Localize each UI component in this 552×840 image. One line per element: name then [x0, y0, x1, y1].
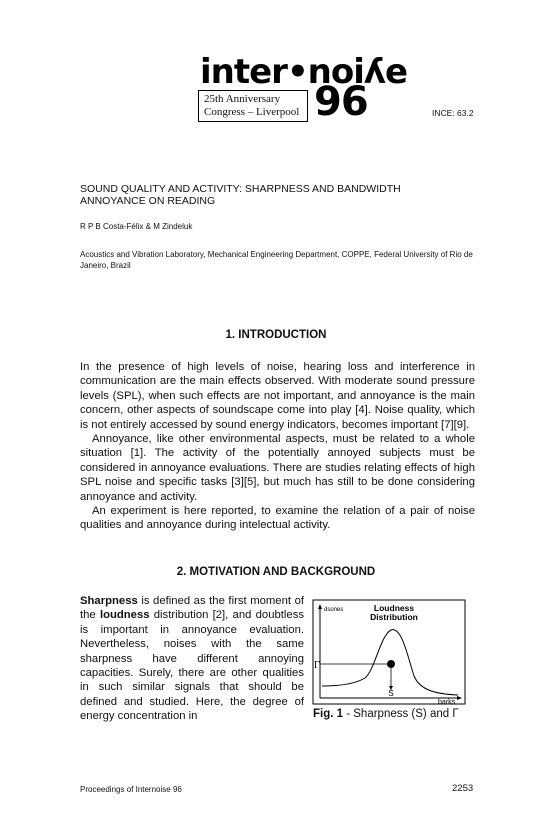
- figure-title-line-2: Distribution: [370, 612, 418, 622]
- figure-caption: Fig. 1 - Sharpness (S) and Γ: [313, 708, 459, 720]
- intro-paragraph-1: In the presence of high levels of noise, hearing loss and interference in communication are the main effects observed. With moderate sound pressure levels (SPL), when such effects are not important, and annoyance is the main concern, other aspects of soundscape come into play [4]. Noise quality, which is not entirely accessed by sound energy indicators, becomes important [7][9].: [80, 361, 475, 431]
- sharpness-point: [387, 660, 395, 668]
- motivation-paragraph-1: Sharpness is defined as the first moment of the loudness distribution [2], and doubtless is important in annoyance evaluation. Nevertheless, noises with the same sharpness have different annoying capacities. Surely, there are other qualities in such similar signals that should be defined and studied. Here, the degree of energy concentration in: [80, 595, 304, 723]
- intro-paragraph-2: Annoyance, like other environmental aspects, must be related to a whole situation [1]. The activity of the potentially annoyed subjects must be considered in annoyance evaluations. There are studies relating effects of high SPL noise and specific tasks [3][5], but much has still to be done considering annoyance and activity.: [80, 433, 475, 503]
- term-sharpness: Sharpness: [80, 595, 138, 607]
- intro-paragraph-3: An experiment is here reported, to examine the relation of a pair of noise qualities and annoyance during intelectual activity.: [80, 505, 475, 532]
- paper-title: SOUND QUALITY AND ACTIVITY: SHARPNESS AND BANDWIDTH ANNOYANCE ON READING: [80, 183, 401, 207]
- figure-gamma-label: Γ: [314, 660, 320, 671]
- logo-line-2: Congress – Liverpool: [204, 106, 300, 118]
- figure-x-label: barks: [438, 699, 456, 706]
- figure-y-label: dsones: [324, 607, 344, 613]
- page-number: 2253: [452, 783, 474, 794]
- paper-affiliation: Acoustics and Vibration Laboratory, Mechanical Engineering Department, COPPE, Federal University of Rio de Janeiro, Brazil: [80, 250, 473, 270]
- logo-line-1: 25th Anniversary: [204, 93, 281, 105]
- conference-logo-year: 96: [314, 79, 368, 125]
- introduction-body: [80, 360, 475, 533]
- figure-s-label: S: [388, 689, 394, 698]
- x-axis-arrow: [457, 696, 462, 700]
- conference-logo-box: [198, 90, 308, 122]
- footer-proceedings: Proceedings of Internoise 96: [80, 785, 182, 794]
- figure-title-line-1: Loudness: [373, 603, 415, 613]
- term-loudness: loudness: [99, 609, 150, 622]
- conference-logo-word: inter•noiʎe: [200, 52, 408, 92]
- paper-code: INCE: 63.2: [432, 108, 474, 118]
- y-axis-arrow: [318, 604, 322, 609]
- motivation-body: [80, 594, 304, 724]
- loudness-distribution-figure: [310, 598, 468, 706]
- section-heading-motivation: 2. MOTIVATION AND BACKGROUND: [176, 566, 376, 578]
- paper-authors: R P B Costa-Félix & M Zindeluk: [80, 222, 193, 231]
- section-heading-introduction: 1. INTRODUCTION: [225, 329, 327, 341]
